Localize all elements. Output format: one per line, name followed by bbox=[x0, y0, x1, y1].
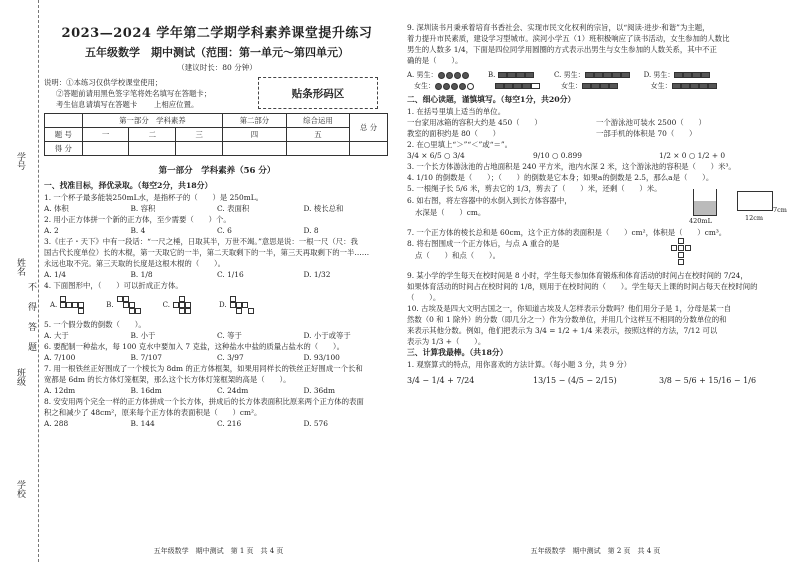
cube-net-icon bbox=[230, 296, 254, 314]
s2-question-2: 2. 在○里填上“＞”“＜”或“＝”。 bbox=[407, 140, 513, 149]
s2-question-9-line: 9. 某小学的学生每天在校时间是 8 小时，学生每天参加体育锻炼和体育活动的时间占在校时间的 7/24， bbox=[407, 271, 748, 280]
boy-label: 男生： bbox=[653, 71, 675, 79]
score-field[interactable] bbox=[82, 142, 129, 156]
option[interactable]: A. 体积 bbox=[44, 204, 69, 213]
exam-duration: （建议时长：80 分钟） bbox=[177, 63, 257, 72]
boy-label: 男生： bbox=[563, 71, 585, 79]
question-9-line: 9. 深圳读书月秉承着培育书香社会、实现市民文化权利的宗旨，以“阅读·进步·和谐”为主题， bbox=[407, 23, 710, 32]
table-cell: 二 bbox=[129, 128, 176, 142]
note-line: 上相应位置。 bbox=[154, 100, 199, 109]
page-footer: 五年级数学 期中测试 第 1 页 共 4 页 bbox=[153, 547, 284, 555]
section1-heading: 一、找准目标，择优录取。（每空2分，共18分） bbox=[44, 181, 213, 190]
option[interactable]: D. 36dm bbox=[303, 386, 336, 395]
score-field[interactable] bbox=[350, 142, 388, 156]
option[interactable]: A. 2 bbox=[44, 226, 59, 235]
blank-item[interactable]: 教室的面积约是 80（ ） bbox=[407, 129, 501, 138]
option[interactable]: A. 1/4 bbox=[44, 270, 66, 279]
s2-question-10-line: 然数（0 和 1 除外）的分数（即几分之一）作为分数单位，并用几个这样互不相同的分数单位的和 bbox=[407, 315, 727, 324]
s2-q2-row bbox=[407, 150, 785, 161]
note-line: 考生信息请填写在答题卡 bbox=[56, 100, 138, 109]
table-cell bbox=[45, 114, 83, 128]
circle-diagram-icon bbox=[438, 72, 469, 79]
page-2 bbox=[397, 0, 794, 562]
option[interactable]: B. 144 bbox=[130, 419, 155, 428]
s2-question-10-line: 来表示其他分数。例如，他们把表示为 3/4 = 1/2 + 1/4 来表示，按照这样的方法，7/12 可以 bbox=[407, 326, 718, 335]
option[interactable]: D. 576 bbox=[303, 419, 328, 428]
table-cell: 五 bbox=[286, 128, 350, 142]
cube-net-icon bbox=[60, 296, 84, 314]
question-2: 2. 用小正方体拼一个新的正方体，至少需要（ ）个。 bbox=[44, 215, 231, 224]
question-8-line: 8. 安安用两个完全一样的正方体拼成一个长方体，拼成后的长方体表面积比原来两个正方体的表面 bbox=[44, 397, 364, 406]
exam-title: 2023—2024 学年第二学期学科素养课堂提升练习 bbox=[61, 26, 373, 41]
option[interactable]: D. 小于或等于 bbox=[303, 331, 351, 340]
option[interactable]: A. 大于 bbox=[44, 331, 69, 340]
option[interactable]: C. 6 bbox=[217, 226, 232, 235]
table-cell: 四 bbox=[223, 128, 287, 142]
option[interactable]: A. 7/100 bbox=[44, 353, 76, 362]
section2-heading: 二、细心读题，谨慎填写。（每空1分，共20分） bbox=[407, 95, 576, 104]
compare-item[interactable]: 9/10 ○ 0.899 bbox=[533, 151, 582, 160]
option-label: C. bbox=[554, 71, 562, 79]
q1-options bbox=[44, 203, 390, 214]
blank-item[interactable]: 一个游泳池可装水 2500（ ） bbox=[596, 118, 706, 127]
beaker-label: 420mL bbox=[689, 217, 712, 225]
s2-question-1: 1. 在括号里填上适当的单位。 bbox=[407, 107, 506, 116]
option[interactable]: B. 16dm bbox=[130, 386, 162, 395]
q9-option-a[interactable] bbox=[407, 70, 474, 92]
q5-options bbox=[44, 330, 390, 341]
circle-diagram-icon bbox=[435, 83, 474, 90]
s2-question-5: 5. 一根绳子长 5/6 米，剪去它的 1/3，剪去了（ ）米，还剩（ ）米。 bbox=[407, 184, 662, 193]
exam-subtitle: 五年级数学 期中测试（范围：第一单元～第四单元） bbox=[85, 46, 349, 59]
option[interactable]: D. 93/100 bbox=[303, 353, 340, 362]
question-7-line: 7. 用一根铁丝正好围成了一个棱长为 8dm 的正方体框架，如果用同样长的铁丝正好围成一个长和 bbox=[44, 364, 363, 373]
score-table bbox=[44, 113, 388, 156]
q3-options bbox=[44, 269, 390, 280]
table-cell: 三 bbox=[176, 128, 223, 142]
question-7-line: 宽都是 6dm 的长方体灯笼框架，那么这个长方体灯笼框架的高是（ ）。 bbox=[44, 375, 291, 384]
cuboid-icon bbox=[737, 191, 773, 211]
option[interactable]: B. 4 bbox=[130, 226, 146, 235]
q2-options bbox=[44, 225, 390, 236]
table-cell: 第一部分 学科素养 bbox=[82, 114, 222, 128]
margin-label-student-id: 学号 bbox=[15, 152, 25, 170]
option-label: A. bbox=[50, 301, 58, 309]
score-field[interactable] bbox=[129, 142, 176, 156]
s2-question-9-line: 如果体育活动的时间占在校时间的 1/8，则用于在校时间的（ ）。学生每天上课的时间占每天在校时间的 bbox=[407, 282, 758, 291]
table-cell: 题 号 bbox=[45, 128, 83, 142]
girl-label: 女生： bbox=[561, 82, 582, 90]
s2-q5-q6-block bbox=[407, 183, 785, 227]
option[interactable]: D. 棱长总和 bbox=[303, 204, 344, 213]
margin-label-bu: 不 bbox=[26, 282, 36, 291]
question-5: 5. 一个假分数的倒数（ ）。 bbox=[44, 320, 146, 329]
section3-heading: 三、计算我最棒。（共18分） bbox=[407, 348, 508, 357]
note-line: ②答题前请用黑色签字笔将姓名填写在答题卡； bbox=[56, 89, 212, 98]
table-row bbox=[45, 128, 388, 142]
s2-question-4: 4. 1/10 的倒数是（ ）；（ ）的倒数是它本身；如果a的倒数是 2.5，那么a是（ ）。 bbox=[407, 173, 714, 182]
calc-item[interactable]: 3/8 − 5/6 + 15/16 − 1/6 bbox=[659, 376, 757, 385]
q9-option-c[interactable] bbox=[554, 70, 630, 92]
barcode-area: 贴条形码区 bbox=[258, 77, 378, 109]
cuboid-width-label: 7cm bbox=[773, 206, 787, 214]
cube-net-icon bbox=[173, 296, 197, 314]
option-label: A. bbox=[407, 71, 415, 79]
table-row bbox=[45, 142, 388, 156]
table-cell: 总 分 bbox=[350, 114, 388, 142]
cuboid-length-label: 12cm bbox=[745, 214, 764, 222]
margin-label-da: 答 bbox=[26, 322, 36, 331]
note-line: 说明：①本练习仅供学校课堂使用； bbox=[44, 78, 163, 87]
table-cell: 得 分 bbox=[45, 142, 83, 156]
option[interactable]: A. 288 bbox=[44, 419, 69, 428]
option[interactable]: B. 小于 bbox=[130, 331, 156, 340]
score-table-header bbox=[45, 114, 388, 128]
option[interactable]: C. 3/97 bbox=[217, 353, 244, 362]
girl-label: 女生： bbox=[650, 82, 672, 90]
option[interactable]: B. 容积 bbox=[130, 204, 156, 213]
margin-label-ti: 题 bbox=[26, 342, 36, 351]
calc-item[interactable]: 13/15 − (4/5 − 2/15) bbox=[533, 376, 617, 385]
margin-label-class: 班级 bbox=[15, 368, 25, 386]
bar-diagram-icon bbox=[672, 83, 717, 89]
calc-row bbox=[407, 376, 785, 385]
calc-item[interactable]: 3/4 − 1/4 + 7/24 bbox=[407, 376, 475, 385]
option-label: B. bbox=[106, 301, 114, 309]
s2-question-8b: 点（ ）和点（ ）。 bbox=[415, 251, 500, 260]
s2-q8-block bbox=[407, 238, 785, 270]
net-figure-d[interactable] bbox=[219, 296, 254, 314]
option[interactable]: C. 216 bbox=[217, 419, 242, 428]
s3-question-1: 1. 观察算式的特点，用你喜欢的方法计算。（每小题 3 分，共 9 分） bbox=[407, 360, 632, 369]
option[interactable]: D. 8 bbox=[303, 226, 319, 235]
table-cell: 综合运用 bbox=[286, 114, 350, 128]
s2-question-10-line: 10. 古埃及是四大文明古国之一，你知道古埃及人怎样表示分数吗？他们用分子是 1，分母是某一自 bbox=[407, 304, 732, 313]
table-cell: 第二部分 bbox=[223, 114, 287, 128]
s2-q1-row bbox=[407, 117, 785, 128]
s2-question-6: 6. 如右图，将左容器中的水倒入到长方体容器中， bbox=[407, 196, 572, 205]
q4-figures bbox=[44, 291, 390, 319]
s2-question-9-line: （ ）。 bbox=[407, 293, 441, 302]
q6-options bbox=[44, 352, 390, 363]
question-9-line: 男生的人数多 1/4，下面是四位同学用圆圈的方式表示出男生与女生参加的人数关系，其中不正 bbox=[407, 45, 717, 54]
question-4: 4. 下面图形中，（ ）可以折成正方体。 bbox=[44, 281, 183, 290]
q8-options bbox=[44, 418, 390, 429]
cube-net-icon bbox=[671, 238, 699, 266]
page-footer: 五年级数学 期中测试 第 2 页 共 4 页 bbox=[530, 547, 661, 555]
option[interactable]: B. 1/8 bbox=[130, 270, 153, 279]
table-cell: 一 bbox=[82, 128, 129, 142]
margin-label-de: 得 bbox=[26, 302, 36, 311]
option-label: D. bbox=[643, 71, 652, 79]
q9-option-d[interactable] bbox=[644, 70, 717, 92]
question-1: 1. 一个杯子最多能装250mL水，是指杯子的（ ）是 250mL。 bbox=[44, 193, 264, 202]
part1-heading: 第一部分 学科素养（56 分） bbox=[158, 166, 276, 176]
blank-item[interactable]: 一部手机的体积是 70（ ） bbox=[596, 129, 697, 138]
cube-net-icon bbox=[117, 296, 141, 314]
bar-diagram-icon bbox=[498, 72, 534, 78]
score-field[interactable] bbox=[176, 142, 223, 156]
girl-label: 女生： bbox=[414, 82, 435, 90]
s2-question-8: 8. 将右图围成一个正方体后，与点 A 重合的是 bbox=[407, 239, 560, 248]
option-label: D. bbox=[219, 301, 227, 309]
score-field[interactable] bbox=[223, 142, 287, 156]
question-9-line: 确的是（ ）。 bbox=[407, 56, 463, 65]
option[interactable]: C. 24dm bbox=[217, 386, 249, 395]
option[interactable]: C. 表面积 bbox=[217, 204, 250, 213]
margin-label-name: 姓名 bbox=[15, 258, 25, 276]
option-label: C. bbox=[162, 301, 170, 309]
option[interactable]: A. 12dm bbox=[44, 386, 76, 395]
compare-item[interactable]: 1/2 × 0 ○ 1/2 + 0 bbox=[659, 151, 726, 160]
s2-question-3: 3. 一个长方体游泳池的占地面积是 240 平方米，池内水深 2 米，这个游泳池的容积是（ ）米³。 bbox=[407, 162, 736, 171]
s2-q1-row bbox=[407, 128, 785, 139]
binding-margin bbox=[0, 0, 39, 562]
question-8-line: 积之和减少了 48cm²，原来每个正方体的表面积是（ ）cm²。 bbox=[44, 408, 262, 417]
boy-label: 男生： bbox=[416, 71, 438, 79]
s2-question-10-line: 表示为 1/3 +（ ）。 bbox=[407, 337, 486, 346]
option[interactable]: C. 1/16 bbox=[217, 270, 244, 279]
q7-options bbox=[44, 385, 390, 396]
q9-options bbox=[407, 70, 785, 92]
compare-item[interactable]: 3/4 × 6/5 ○ 3/4 bbox=[407, 151, 465, 160]
question-3-line: 永远也取不完。第三天取的长度是这根木棍的（ ）。 bbox=[44, 259, 226, 268]
bar-diagram-icon bbox=[674, 72, 710, 78]
beaker-icon bbox=[693, 189, 717, 216]
score-field[interactable] bbox=[286, 142, 350, 156]
instructions bbox=[44, 77, 390, 111]
net-figure-c[interactable] bbox=[163, 296, 197, 314]
bar-diagram-icon bbox=[495, 83, 540, 89]
option[interactable]: C. 等于 bbox=[217, 331, 242, 340]
question-3-line: 国古代长度单位）长的木棍，第一天取它的一半，第二天取剩下的一半，第三天再取剩下的一半…… bbox=[44, 248, 370, 257]
option[interactable]: B. 7/107 bbox=[130, 353, 162, 362]
net-figure-a[interactable] bbox=[50, 296, 84, 314]
question-3-line: 3.《庄子・天下》中有一段话：“一尺之棰，日取其半，万世不竭。”意思是说：一根一尺（尺：我 bbox=[44, 237, 358, 246]
question-9-line: 着力提升市民素质，建设学习型城市。滨河小学五（1）班积极响应了读书活动，女生参加的人数比 bbox=[407, 34, 730, 43]
question-6: 6. 要配制一种盐水，每 100 克水中要加入 7 克盐，这种盐水中盐的质量占盐水的（ ）。 bbox=[44, 342, 344, 351]
option-label: B. bbox=[488, 71, 496, 79]
option[interactable]: D. 1/32 bbox=[303, 270, 331, 279]
s2-question-6b: 水深是（ ）cm。 bbox=[415, 208, 486, 217]
margin-label-school: 学校 bbox=[15, 480, 25, 498]
net-figure-b[interactable] bbox=[106, 296, 140, 314]
bar-diagram-icon bbox=[582, 83, 618, 89]
q9-option-b[interactable] bbox=[488, 70, 540, 92]
bar-diagram-icon bbox=[585, 72, 630, 78]
blank-item[interactable]: 一台家用冰箱的容积大约是 450（ ） bbox=[407, 118, 542, 127]
s2-question-7: 7. 一个正方体的棱长总和是 60cm，这个正方体的表面积是（ ）cm²，体积是（ ）cm³。 bbox=[407, 228, 727, 237]
